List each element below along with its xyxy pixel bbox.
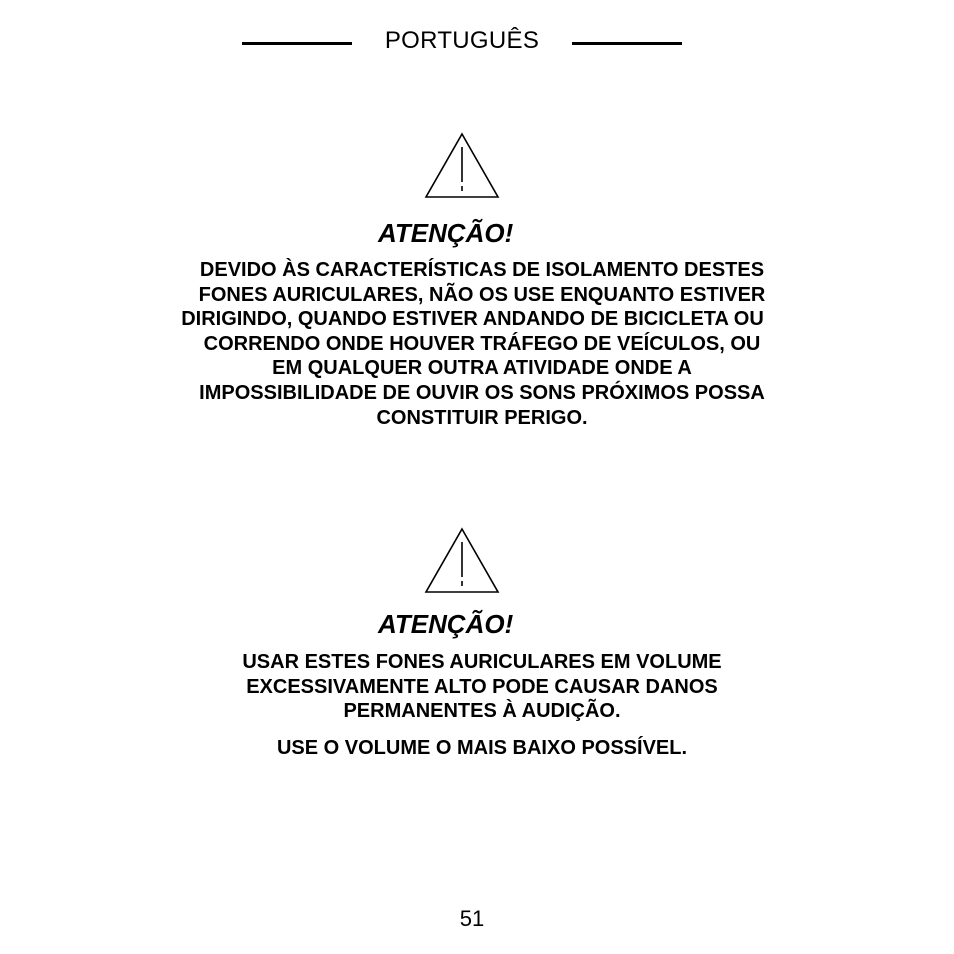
page-number: 51 — [459, 906, 485, 931]
warning-text-line: PERMANENTES À AUDIÇÃO. — [343, 700, 621, 723]
warning-triangle-icon — [424, 131, 500, 199]
warning-text-line: CONSTITUIR PERIGO. — [376, 406, 588, 429]
language-title: PORTUGUÊS — [384, 27, 540, 54]
warning-triangle-icon — [424, 526, 500, 594]
header-rule-left — [242, 42, 352, 45]
warning-text-line: IMPOSSIBILIDADE DE OUVIR OS SONS PRÓXIMOS POSSA — [199, 381, 765, 404]
language-header — [0, 24, 954, 60]
warning-text-line: EM QUALQUER OUTRA ATIVIDADE ONDE A — [272, 357, 692, 380]
warning-text-line: DIRIGINDO, QUANDO ESTIVER ANDANDO DE BICICLETA OU — [181, 308, 764, 331]
warning-text-line: USAR ESTES FONES AURICULARES EM VOLUME — [242, 651, 722, 673]
warning-text-line: FONES AURICULARES, NÃO OS USE ENQUANTO ESTIVER — [198, 283, 766, 306]
warning-text-1 — [110, 258, 854, 430]
warning-heading-2: ATENÇÃO! — [378, 609, 514, 639]
warning-advice: USE O VOLUME O MAIS BAIXO POSSÍVEL. — [276, 737, 688, 759]
warning-text-line: DEVIDO ÀS CARACTERÍSTICAS DE ISOLAMENTO DESTES — [199, 259, 765, 281]
warning-heading-1: ATENÇÃO! — [378, 218, 514, 248]
warning-text-line: CORRENDO ONDE HOUVER TRÁFEGO DE VEÍCULOS, OU — [203, 332, 761, 355]
warning-text-2 — [110, 650, 854, 724]
header-rule-right — [572, 42, 682, 45]
warning-text-line: EXCESSIVAMENTE ALTO PODE CAUSAR DANOS — [246, 675, 718, 698]
